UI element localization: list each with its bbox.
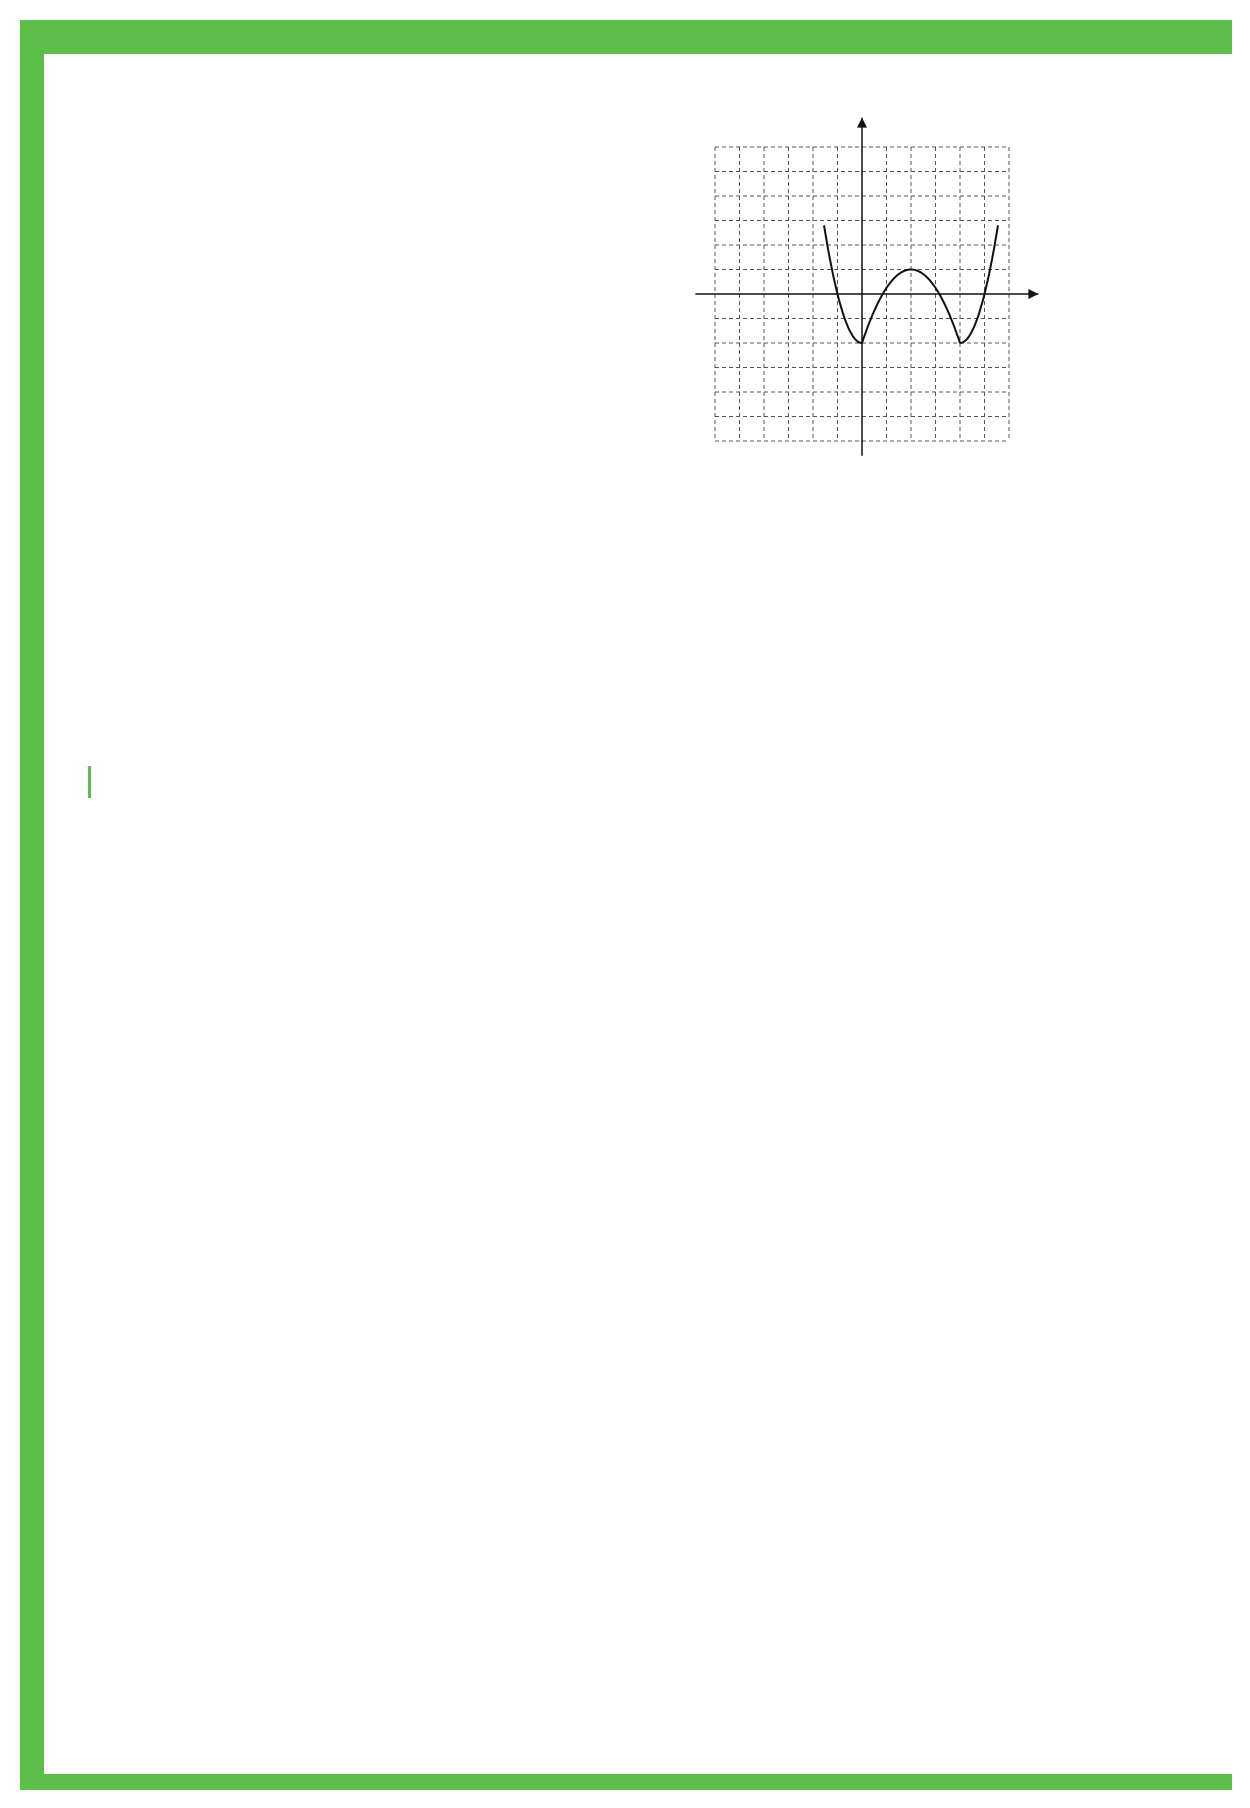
x-arrow: [1028, 289, 1038, 299]
bottom-border: [20, 1774, 1232, 1790]
top-border: [20, 20, 1232, 54]
side-tab-part: [44, 766, 52, 782]
right-column: [624, 106, 1224, 492]
left-border: [20, 20, 44, 1790]
page: [44, 54, 1232, 1774]
side-tab-chapter: [44, 782, 52, 798]
y-arrow: [857, 118, 867, 128]
side-tab: [44, 766, 91, 798]
left-column: [96, 106, 596, 136]
graph-svg: [692, 114, 1052, 474]
function-graph: [692, 114, 1052, 488]
